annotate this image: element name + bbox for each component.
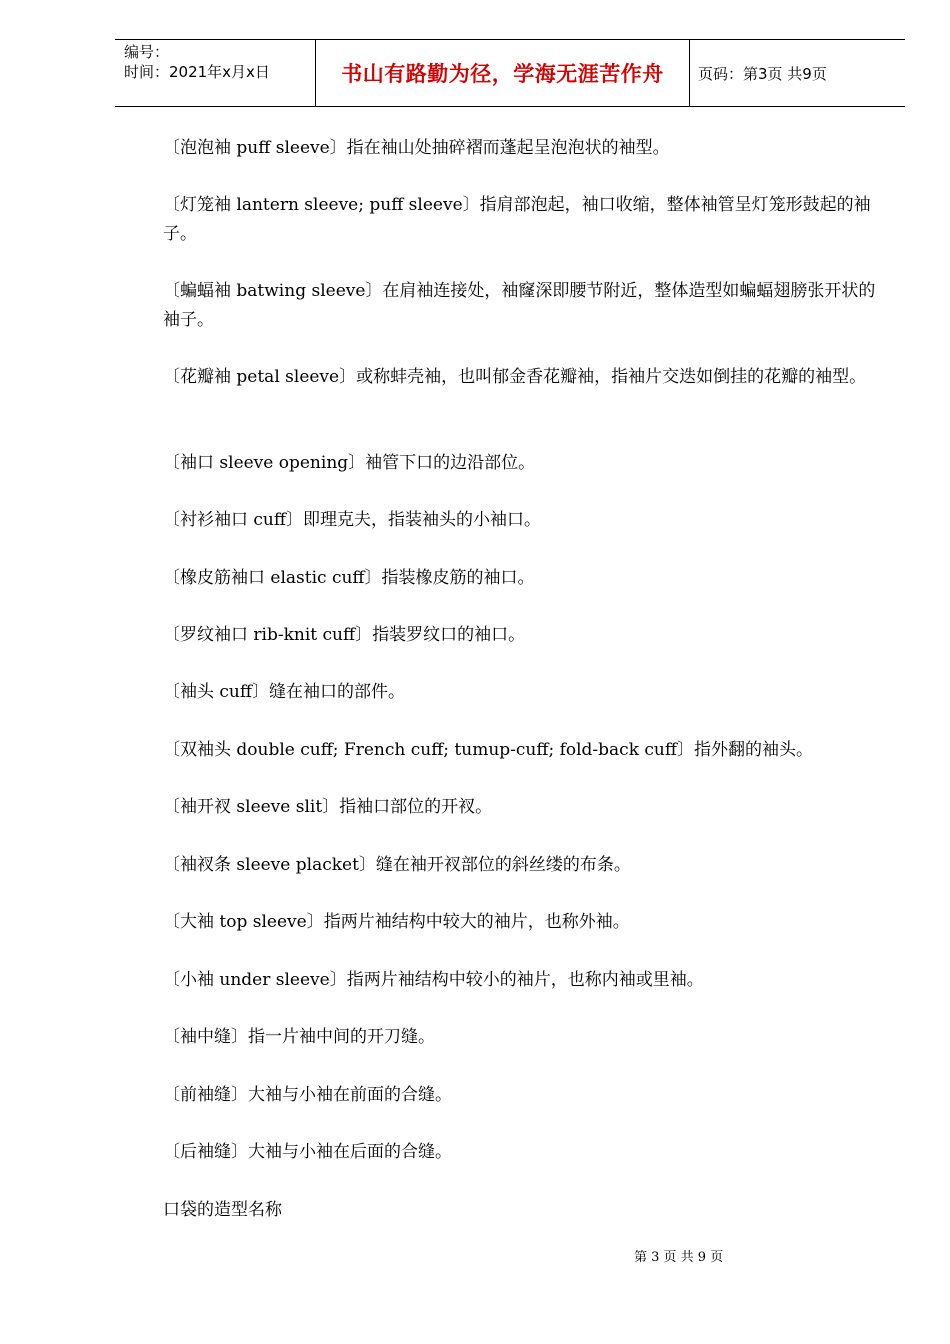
- paragraph-sleeve-slit: 〔袖开衩 sleeve slit〕指袖口部位的开衩。: [163, 797, 493, 817]
- header-time-label: 时间：2021年x月x日: [124, 63, 270, 81]
- paragraph-cuff: 〔袖头 cuff〕缝在袖口的部件。: [163, 682, 405, 702]
- paragraph-batwing-sleeve: 〔蝙蝠袖 batwing sleeve〕在肩袖连接处，袖窿深即腰节附近，整体造型如蝙蝠翅膀张开状的袖子。: [163, 281, 876, 330]
- paragraph-sleeve-center-seam: 〔袖中缝〕指一片袖中间的开刀缝。: [163, 1027, 435, 1047]
- paragraph-elastic-cuff: 〔橡皮筋袖口 elastic cuff〕指装橡皮筋的袖口。: [163, 568, 535, 588]
- paragraph-lantern-sleeve: 〔灯笼袖 lantern sleeve; puff sleeve〕指肩部泡起，袖口收缩，整体袖管呈灯笼形鼓起的袖子。: [163, 195, 871, 244]
- paragraph-double-cuff: 〔双袖头 double cuff; French cuff; tumup-cuff; fold-back cuff〕指外翻的袖头。: [163, 740, 813, 760]
- paragraph-sleeve-opening: 〔袖口 sleeve opening〕袖管下口的边沿部位。: [163, 453, 536, 473]
- header-meta: [115, 40, 316, 106]
- page-header: [115, 39, 905, 107]
- header-page-cell: [690, 40, 905, 106]
- header-number-label: 编号：: [124, 43, 170, 61]
- paragraph-under-sleeve: 〔小袖 under sleeve〕指两片袖结构中较小的袖片，也称内袖或里袖。: [163, 970, 704, 990]
- paragraph-sleeve-placket: 〔袖衩条 sleeve placket〕缝在袖开衩部位的斜丝缕的布条。: [163, 855, 631, 875]
- header-motto: 书山有路勤为径，学海无涯苦作舟: [341, 62, 664, 86]
- footer-page-number: 第 3 页 共 9 页: [634, 1250, 724, 1265]
- header-motto-cell: [316, 40, 690, 106]
- paragraph-top-sleeve: 〔大袖 top sleeve〕指两片袖结构中较大的袖片，也称外袖。: [163, 912, 630, 932]
- paragraph-rib-knit-cuff: 〔罗纹袖口 rib-knit cuff〕指装罗纹口的袖口。: [163, 625, 526, 645]
- paragraph-shirt-cuff: 〔衬衫袖口 cuff〕即理克夫，指装袖头的小袖口。: [163, 510, 541, 530]
- paragraph-front-sleeve-seam: 〔前袖缝〕大袖与小袖在前面的合缝。: [163, 1085, 452, 1105]
- paragraph-puff-sleeve: 〔泡泡袖 puff sleeve〕指在袖山处抽碎褶而蓬起呈泡泡状的袖型。: [163, 138, 670, 158]
- paragraph-petal-sleeve: 〔花瓣袖 petal sleeve〕或称蚌壳袖，也叫郁金香花瓣袖，指袖片交迭如倒挂的花瓣的袖型。: [163, 367, 867, 387]
- section-heading-pocket-styles: 口袋的造型名称: [163, 1200, 282, 1220]
- header-page-label: 页码：第3页 共9页: [698, 64, 827, 83]
- paragraph-back-sleeve-seam: 〔后袖缝〕大袖与小袖在后面的合缝。: [163, 1142, 452, 1162]
